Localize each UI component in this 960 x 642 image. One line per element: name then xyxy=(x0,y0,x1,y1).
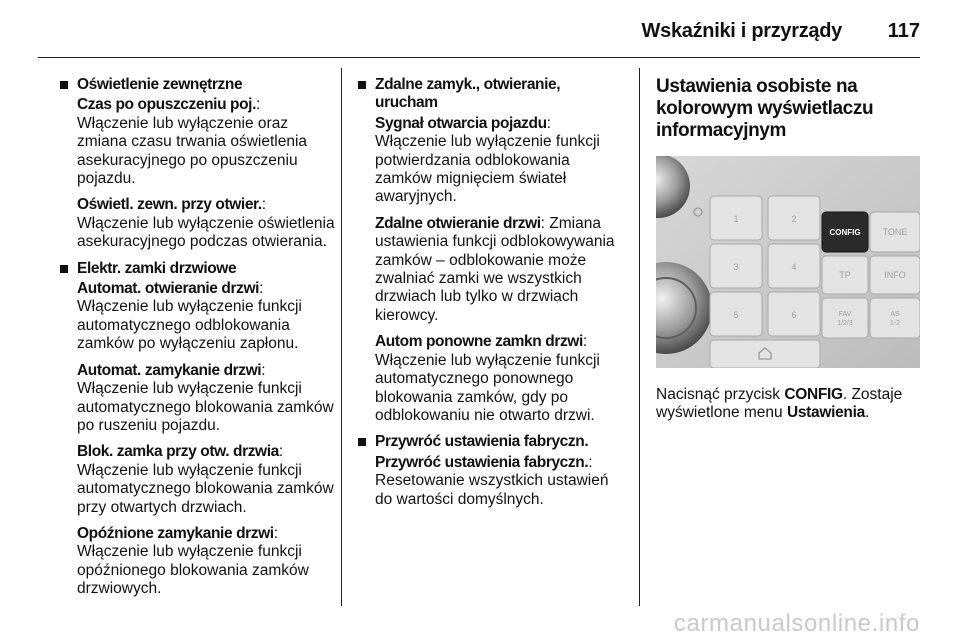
home-button[interactable] xyxy=(710,340,820,368)
setting-term: Autom ponowne zamkn drzwi xyxy=(375,333,583,351)
setting-term: Automat. zamykanie drzwi xyxy=(77,361,262,379)
label-preset-4: 4 xyxy=(791,262,797,272)
bullet-heading xyxy=(358,76,626,113)
bullet-square-icon xyxy=(60,265,68,273)
setting-entry xyxy=(60,96,336,188)
watermark: carmanualsonline.info xyxy=(673,610,920,637)
photo-caption xyxy=(656,386,924,423)
setting-description: Włączenie lub wyłączenie oraz zmiana czasu trwania oświetlenia asekuracyjnego po opuszczeniu pojazdu. xyxy=(77,114,308,188)
as-button[interactable] xyxy=(870,298,920,338)
setting-term: Automat. otwieranie drzwi xyxy=(77,280,260,298)
setting-sep: : xyxy=(588,453,593,471)
setting-sep: : xyxy=(261,361,266,379)
label-as-pages: 1-2 xyxy=(889,320,901,327)
setting-entry xyxy=(358,215,626,325)
setting-description: Resetowanie wszystkich ustawień do wartości domyślnych. xyxy=(375,472,609,508)
setting-entry xyxy=(358,454,626,509)
setting-description: Włączenie lub wyłączenie funkcji automatycznego odblokowania zamków po wyłączeniu zapłonu. xyxy=(77,298,302,353)
label-preset-2: 2 xyxy=(791,214,797,224)
setting-term: Zdalne otwieranie drzwi xyxy=(375,214,541,232)
label-fav-pages: 1/2/3 xyxy=(837,320,853,327)
setting-sep: : xyxy=(582,333,588,351)
label-preset-1: 1 xyxy=(733,214,739,224)
bullet-square-icon xyxy=(358,81,366,89)
column-3 xyxy=(656,76,924,423)
setting-description: Zmiana ustawienia funkcji odblokowywania zamków – odblokowanie może zwalniać zamki we wszystkich drzwiach lub tylko w drzwiach kierowcy. xyxy=(375,214,615,324)
setting-sep: : xyxy=(261,196,267,214)
setting-term: Opóźnione zamykanie drzwi xyxy=(77,524,274,542)
setting-sep: : xyxy=(546,114,551,132)
control-panel-photo xyxy=(656,156,920,368)
label-tp: TP xyxy=(839,270,851,280)
caption-bold-config: CONFIG xyxy=(784,386,843,403)
setting-term: Sygnał otwarcia pojazdu xyxy=(375,114,547,132)
bullet-square-icon xyxy=(358,438,366,446)
page-number: 117 xyxy=(887,20,920,42)
header-rule xyxy=(38,57,920,58)
caption-text: . Zostaje wyświetlone menu xyxy=(656,386,903,422)
bullet-square-icon xyxy=(60,81,68,89)
setting-term: Przywróć ustawienia fabryczn. xyxy=(375,453,589,471)
setting-entry xyxy=(60,443,336,517)
label-config: CONFIG xyxy=(829,228,861,237)
column-divider-1 xyxy=(341,68,342,606)
bullet-heading-text: Zdalne zamyk., otwieranie, urucham xyxy=(375,76,561,112)
chapter-title: Wskaźniki i przyrządy xyxy=(641,20,842,42)
setting-sep: : xyxy=(259,280,264,298)
setting-entry xyxy=(358,333,626,425)
setting-term: Czas po opuszczeniu poj. xyxy=(77,96,256,114)
bullet-heading xyxy=(358,433,626,451)
setting-sep: : xyxy=(256,96,261,114)
page-header xyxy=(0,0,960,58)
setting-entry xyxy=(60,196,336,251)
bullet-heading xyxy=(60,260,336,278)
setting-sep: : xyxy=(540,214,545,232)
setting-term: Oświetl. zewn. przy otwier. xyxy=(77,196,262,214)
label-info: INFO xyxy=(884,270,906,280)
bullet-heading-text: Elektr. zamki drzwiowe xyxy=(77,259,237,277)
label-preset-6: 6 xyxy=(791,310,797,320)
column-2 xyxy=(358,76,626,517)
setting-entry xyxy=(60,525,336,599)
caption-text: Nacisnąć przycisk xyxy=(656,386,785,403)
column-1 xyxy=(60,76,336,607)
setting-entry xyxy=(60,280,336,354)
section-heading: Ustawienia osobiste na kolorowym wyświetlaczu informacyjnym xyxy=(656,76,874,141)
label-as: AS xyxy=(890,311,900,318)
setting-entry xyxy=(358,115,626,207)
setting-description: Włączenie lub wyłączenie funkcji potwierdzania odblokowania zamków mignięciem świateł awaryjnych. xyxy=(375,133,600,206)
caption-bold-menu: Ustawienia xyxy=(786,404,865,422)
caption-text: . xyxy=(864,404,870,422)
label-fav: FAV xyxy=(838,311,852,318)
setting-sep: : xyxy=(278,443,284,461)
setting-description: Włączenie lub wyłączenie funkcji automatycznego ponownego blokowania zamków, gdy po odblokowaniu nie otwarto drzwi. xyxy=(375,351,600,424)
setting-description: Włączenie lub wyłączenie funkcji automatycznego blokowania zamków przy otwartych drzwiach. xyxy=(77,461,334,516)
bullet-heading-text: Przywróć ustawienia fabryczn. xyxy=(375,433,589,451)
bullet-heading xyxy=(60,76,336,94)
setting-entry xyxy=(60,362,336,436)
setting-sep: : xyxy=(273,524,279,542)
label-preset-3: 3 xyxy=(733,262,739,272)
bullet-heading-text: Oświetlenie zewnętrzne xyxy=(77,76,243,93)
fav-button[interactable] xyxy=(822,298,868,338)
column-divider-2 xyxy=(639,68,640,606)
label-tone: TONE xyxy=(882,227,908,237)
label-preset-5: 5 xyxy=(733,310,739,320)
setting-description: Włączenie lub wyłączenie oświetlenia asekuracyjnego podczas otwierania. xyxy=(77,214,335,251)
setting-description: Włączenie lub wyłączenie funkcji automatycznego blokowania zamków po ruszeniu pojazdu. xyxy=(77,380,334,434)
setting-term: Blok. zamka przy otw. drzwia xyxy=(77,443,279,461)
setting-description: Włączenie lub wyłączenie funkcji opóźnionego blokowania zamków drzwiowych. xyxy=(77,543,309,598)
